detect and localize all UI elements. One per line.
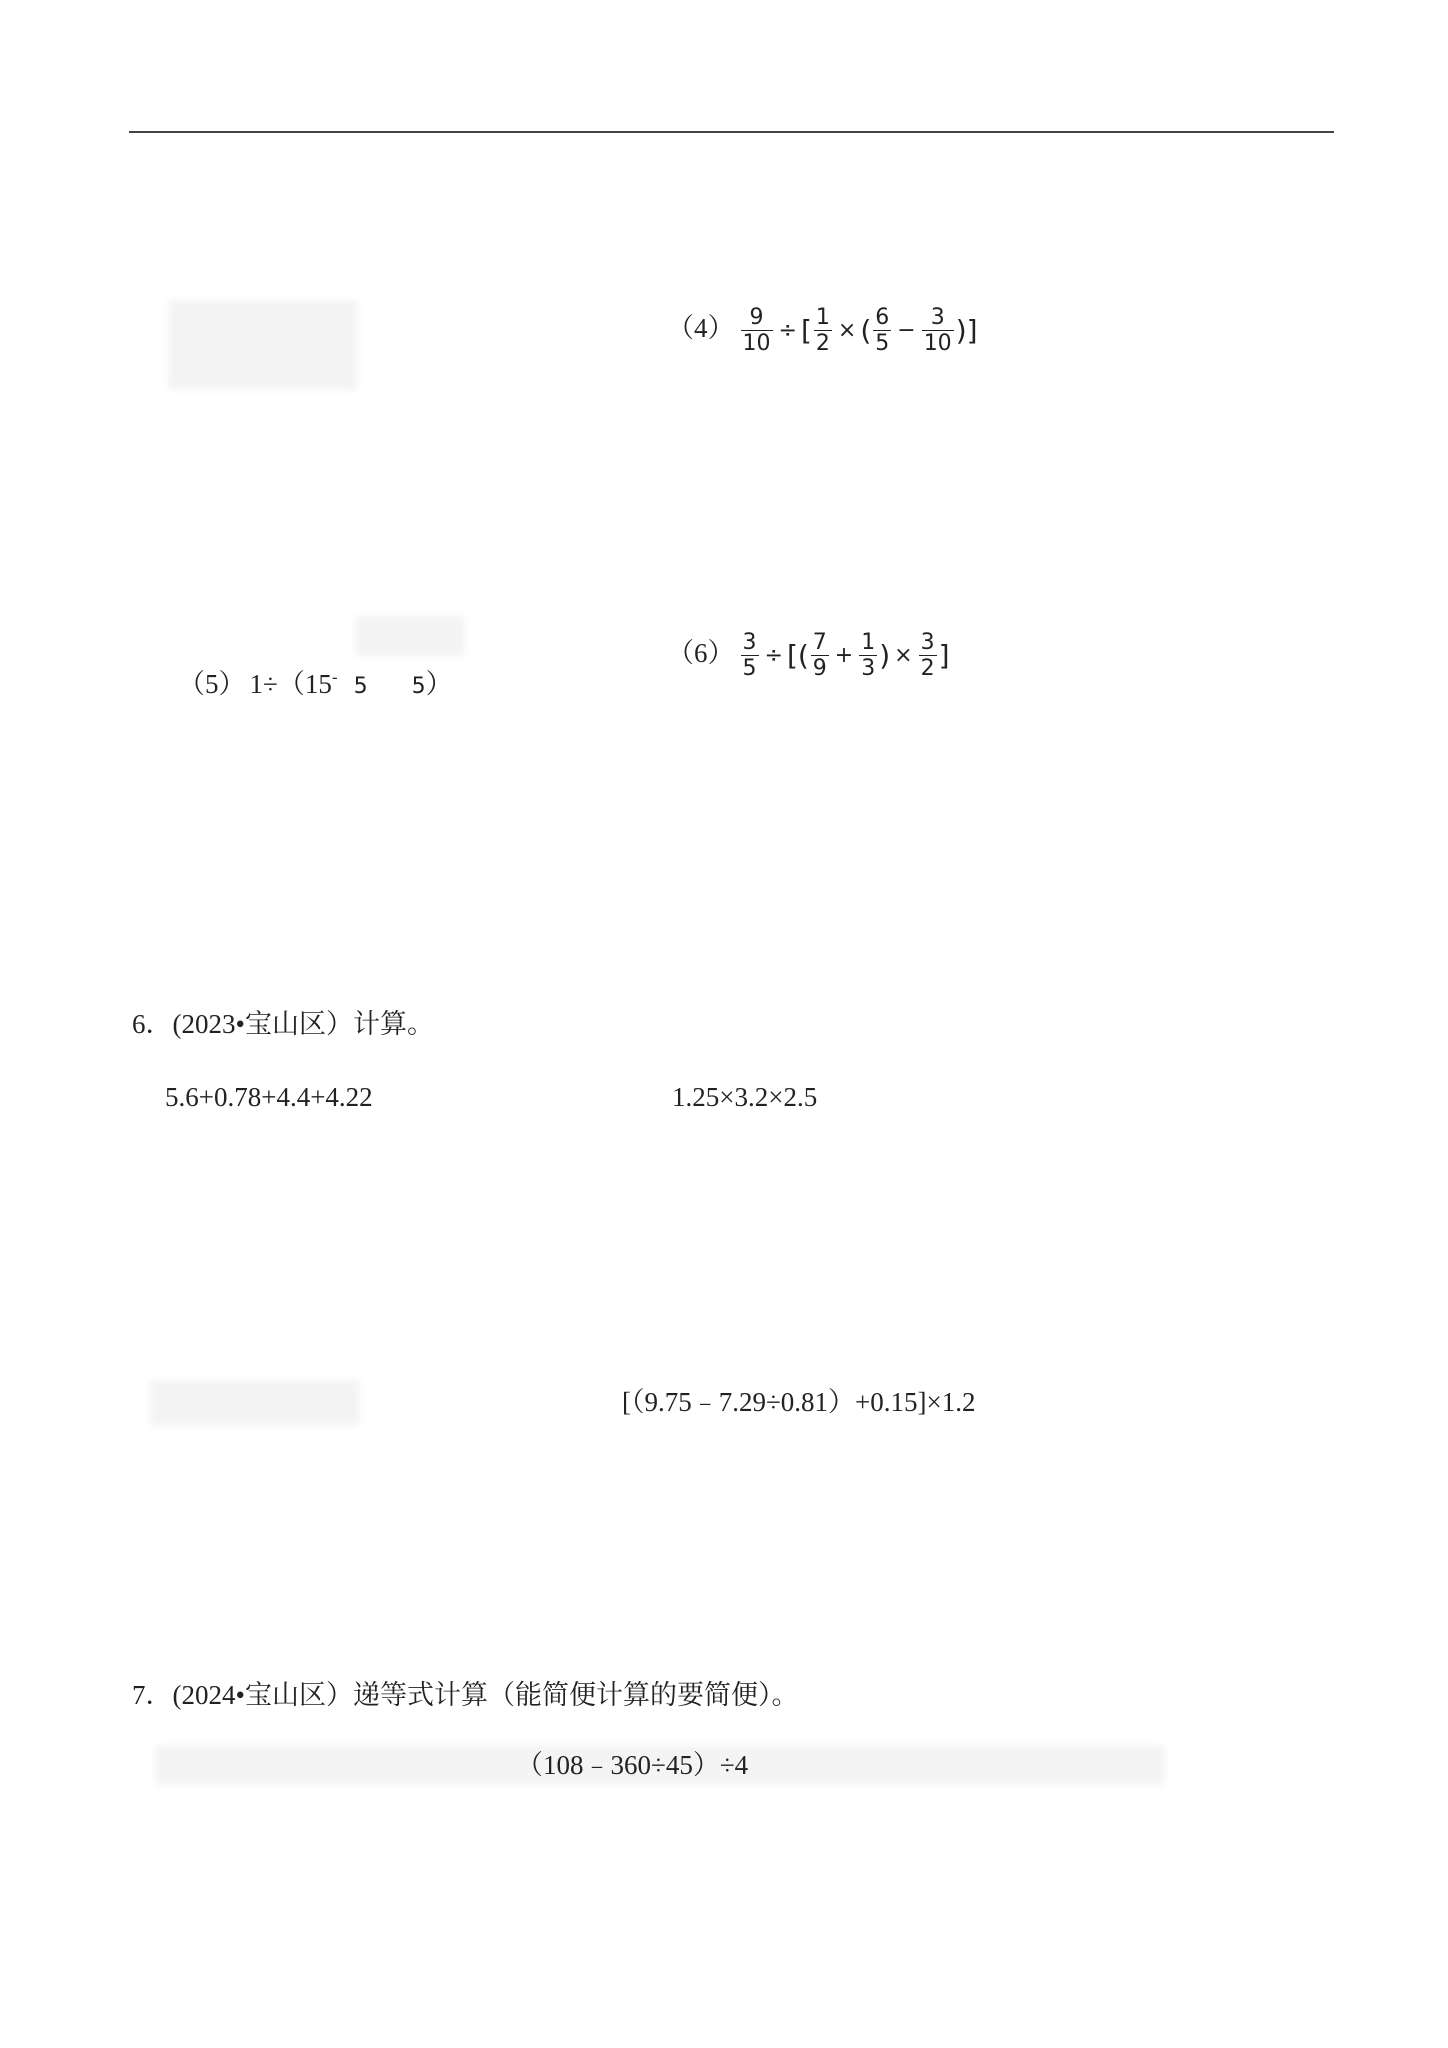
- operator: ÷: [778, 317, 797, 343]
- denominator: 10: [742, 331, 771, 356]
- expression: 5.6+0.78+4.4+4.22: [165, 1082, 373, 1112]
- section-6-heading: 6．(2023•宝山区）计算。: [132, 1009, 434, 1039]
- expression: 1.25×3.2×2.5: [672, 1082, 818, 1112]
- expression-text: 1÷（15: [249, 669, 332, 699]
- fraction: [741, 630, 759, 681]
- problem-label: （4）: [667, 312, 735, 343]
- fraction: [919, 630, 937, 681]
- numerator: 9: [749, 305, 764, 330]
- fraction: [922, 305, 954, 356]
- denominator: 2: [920, 656, 935, 681]
- numerator: 1: [815, 305, 830, 330]
- fraction: [741, 305, 773, 356]
- number: 5: [353, 674, 368, 699]
- expression: [（9.75﹣7.29÷0.81）+0.15]×1.2: [622, 1387, 976, 1417]
- numerator: 3: [742, 630, 757, 655]
- denominator: 9: [812, 656, 827, 681]
- expression: （108﹣360÷45）÷4: [516, 1750, 749, 1780]
- section-7-heading: 7．(2024•宝山区）递等式计算（能简便计算的要简便）。: [132, 1680, 799, 1710]
- bracket: [: [800, 313, 812, 347]
- denominator: 10: [923, 331, 952, 356]
- bracket: ): [879, 638, 891, 672]
- expression: [739, 630, 950, 681]
- number: 5: [411, 674, 426, 699]
- denominator: 5: [742, 656, 757, 681]
- fraction: [814, 305, 832, 356]
- denominator: 2: [815, 331, 830, 356]
- problem-label: （6）: [667, 637, 735, 668]
- operator: −: [897, 317, 916, 343]
- numerator: 3: [930, 305, 945, 330]
- operator: +: [834, 642, 854, 668]
- bracket: [(: [786, 638, 809, 672]
- expression: [739, 305, 978, 356]
- numerator: 7: [812, 630, 827, 655]
- denominator: 5: [875, 331, 890, 356]
- operator: ×: [837, 317, 857, 343]
- operator: ÷: [764, 642, 783, 668]
- faded-region: [150, 1380, 360, 1426]
- bracket: )]: [955, 313, 978, 347]
- numerator: 6: [875, 305, 890, 330]
- bracket: ]: [938, 638, 950, 672]
- problem-6: [667, 630, 950, 681]
- fraction: [873, 305, 891, 356]
- fraction: [811, 630, 829, 681]
- bracket: (: [860, 313, 872, 347]
- faded-region: [168, 300, 358, 390]
- operator: ×: [894, 642, 913, 668]
- problem-5: [178, 663, 453, 702]
- numerator: 3: [920, 630, 935, 655]
- problem-4: [667, 305, 978, 356]
- problem-label: （5）: [178, 669, 246, 699]
- numerator: 1: [861, 630, 876, 655]
- faded-region: [355, 616, 465, 656]
- minus-mark: -: [331, 668, 338, 687]
- header-rule: [129, 131, 1334, 133]
- denominator: 3: [861, 656, 876, 681]
- fraction: [859, 630, 877, 681]
- paren-close: ）: [425, 669, 453, 699]
